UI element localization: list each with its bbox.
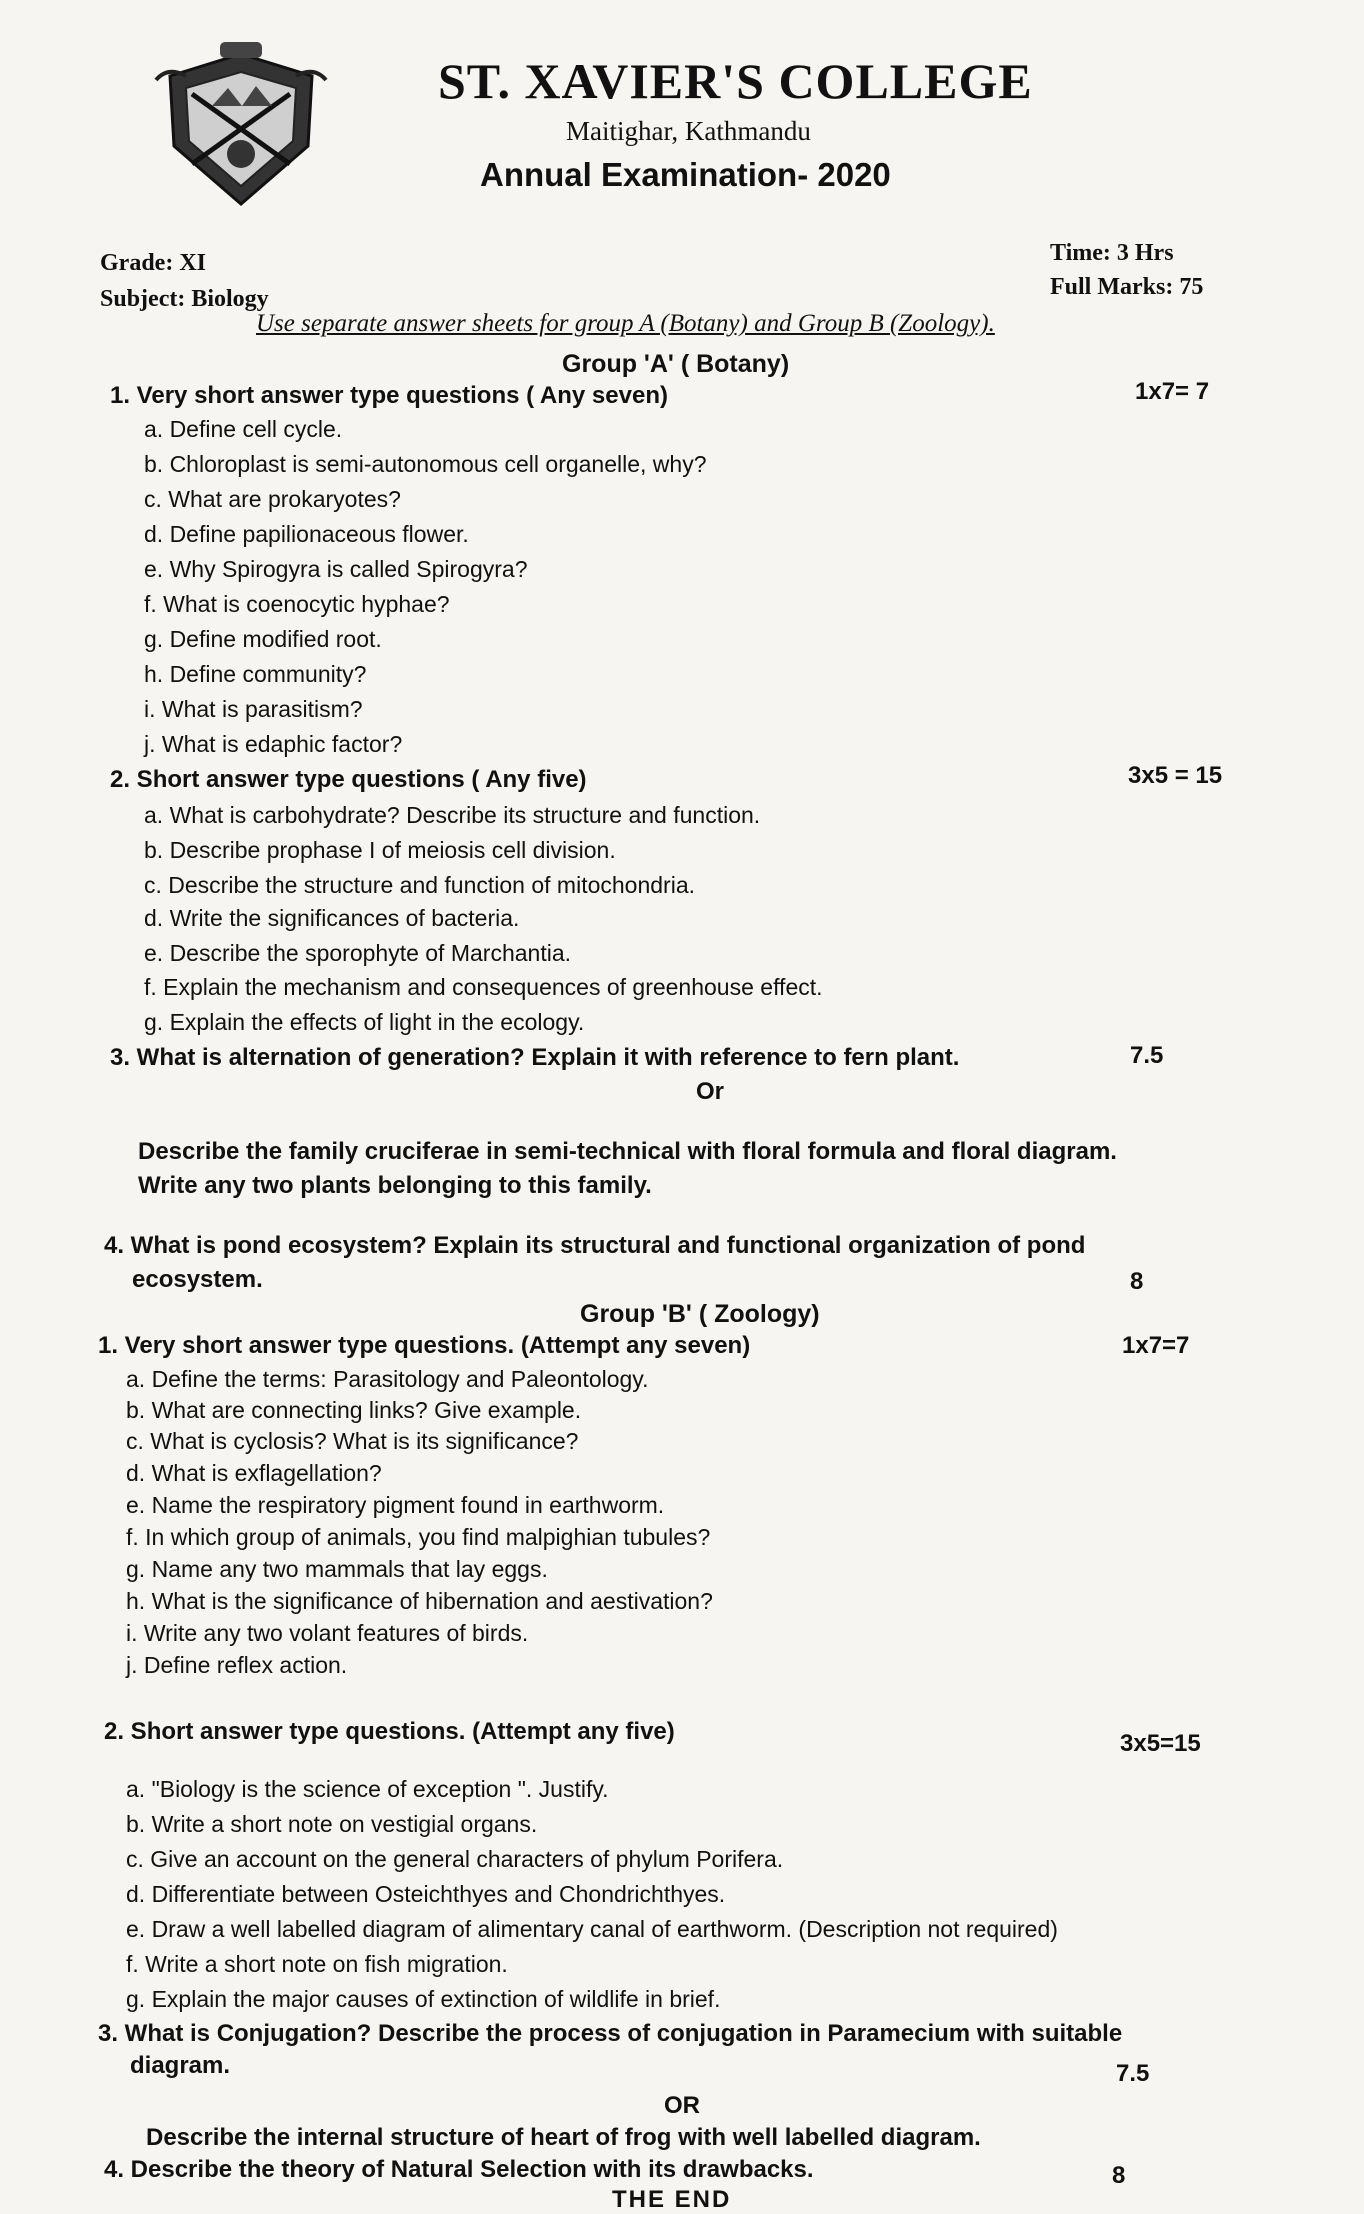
list-item: e. Draw a well labelled diagram of alimentary canal of earthworm. (Description not required) [126, 1916, 1058, 1942]
botany-q1-label: 1. Very short answer type questions ( Any seven) [110, 382, 668, 409]
subject: Subject: Biology [100, 286, 269, 312]
list-item: d. Differentiate between Osteichthyes and Chondrichthyes. [126, 1881, 726, 1907]
zoology-q4-marks: 8 [1112, 2162, 1126, 2189]
botany-q2-label: 2. Short answer type questions ( Any five) [110, 766, 587, 793]
list-item: f. What is coenocytic hyphae? [144, 591, 450, 617]
list-item: d. Define papilionaceous flower. [144, 521, 469, 547]
list-item: b. What are connecting links? Give example. [126, 1397, 582, 1423]
list-item: e. Describe the sporophyte of Marchantia. [144, 940, 572, 966]
list-item: c. What is cyclosis? What is its significance? [126, 1428, 579, 1454]
list-item: d. What is exflagellation? [126, 1460, 382, 1486]
grade: Grade: XI [100, 250, 206, 276]
list-item: g. Explain the major causes of extinction of wildlife in brief. [126, 1986, 721, 2012]
botany-q3-marks: 7.5 [1130, 1042, 1164, 1069]
list-item: f. In which group of animals, you find malpighian tubules? [126, 1524, 711, 1550]
zoology-q3-alt: Describe the internal structure of heart of frog with well labelled diagram. [146, 2124, 981, 2151]
list-item: h. Define community? [144, 661, 367, 687]
zoology-q3-marks: 7.5 [1116, 2060, 1150, 2087]
list-item: j. What is edaphic factor? [144, 731, 403, 757]
group-b-title: Group 'B' ( Zoology) [580, 1300, 820, 1328]
list-item: c. Give an account on the general characters of phylum Porifera. [126, 1846, 784, 1872]
list-item: g. Name any two mammals that lay eggs. [126, 1556, 548, 1582]
group-a-title: Group 'A' ( Botany) [562, 350, 790, 378]
botany-q4-line2: ecosystem. [132, 1266, 263, 1293]
list-item: b. Chloroplast is semi-autonomous cell organelle, why? [144, 451, 707, 477]
botany-q3-alt-line1: Describe the family cruciferae in semi-technical with floral formula and floral diagram. [138, 1138, 1117, 1165]
botany-q1-marks: 1x7= 7 [1135, 378, 1210, 405]
zoology-q1-label: 1. Very short answer type questions. (Attempt any seven) [98, 1332, 751, 1359]
botany-q3-label: 3. What is alternation of generation? Explain it with reference to fern plant. [110, 1044, 960, 1071]
list-item: g. Explain the effects of light in the ecology. [144, 1009, 585, 1035]
zoology-q3-line1: 3. What is Conjugation? Describe the process of conjugation in Paramecium with suitable [98, 2020, 1123, 2047]
list-item: i. Write any two volant features of birds. [126, 1620, 529, 1646]
list-item: b. Write a short note on vestigial organs. [126, 1811, 538, 1837]
zoology-q4-label: 4. Describe the theory of Natural Selection with its drawbacks. [104, 2156, 814, 2183]
list-item: f. Write a short note on fish migration. [126, 1951, 508, 1977]
list-item: f. Explain the mechanism and consequences of greenhouse effect. [144, 974, 823, 1000]
list-item: a. "Biology is the science of exception ". Justify. [126, 1776, 609, 1802]
botany-q3-or: Or [696, 1078, 725, 1105]
zoology-q3-or: OR [664, 2092, 700, 2119]
college-crest-logo [150, 36, 332, 208]
botany-q4-line1: 4. What is pond ecosystem? Explain its structural and functional organization of pond [104, 1232, 1086, 1259]
list-item: a. What is carbohydrate? Describe its structure and function. [144, 802, 761, 828]
list-item: h. What is the significance of hibernation and aestivation? [126, 1588, 713, 1614]
zoology-q2-label: 2. Short answer type questions. (Attempt any five) [104, 1718, 675, 1745]
list-item: a. Define cell cycle. [144, 416, 343, 442]
list-item: b. Describe prophase I of meiosis cell division. [144, 837, 616, 863]
exam-title: Annual Examination- 2020 [480, 156, 891, 193]
list-item: g. Define modified root. [144, 626, 382, 652]
botany-q3-alt-line2: Write any two plants belonging to this family. [138, 1172, 652, 1199]
list-item: i. What is parasitism? [144, 696, 363, 722]
list-item: c. Describe the structure and function of mitochondria. [144, 872, 696, 898]
botany-q2-marks: 3x5 = 15 [1128, 762, 1223, 789]
zoology-q2-marks: 3x5=15 [1120, 1730, 1201, 1757]
list-item: e. Name the respiratory pigment found in earthworm. [126, 1492, 665, 1518]
list-item: c. What are prokaryotes? [144, 486, 401, 512]
botany-q4-marks: 8 [1130, 1268, 1144, 1295]
list-item: a. Define the terms: Parasitology and Paleontology. [126, 1366, 649, 1392]
full-marks: Full Marks: 75 [1050, 274, 1204, 300]
zoology-q3-line2: diagram. [130, 2052, 231, 2079]
end-marker: THE END [612, 2186, 732, 2213]
college-name: ST. XAVIER'S COLLEGE [438, 53, 1033, 109]
list-item: j. Define reflex action. [126, 1652, 348, 1678]
zoology-q1-marks: 1x7=7 [1122, 1332, 1190, 1359]
list-item: e. Why Spirogyra is called Spirogyra? [144, 556, 528, 582]
time: Time: 3 Hrs [1050, 240, 1174, 266]
list-item: d. Write the significances of bacteria. [144, 905, 520, 931]
college-location: Maitighar, Kathmandu [566, 116, 811, 146]
instruction: Use separate answer sheets for group A (Botany) and Group B (Zoology). [256, 310, 995, 337]
